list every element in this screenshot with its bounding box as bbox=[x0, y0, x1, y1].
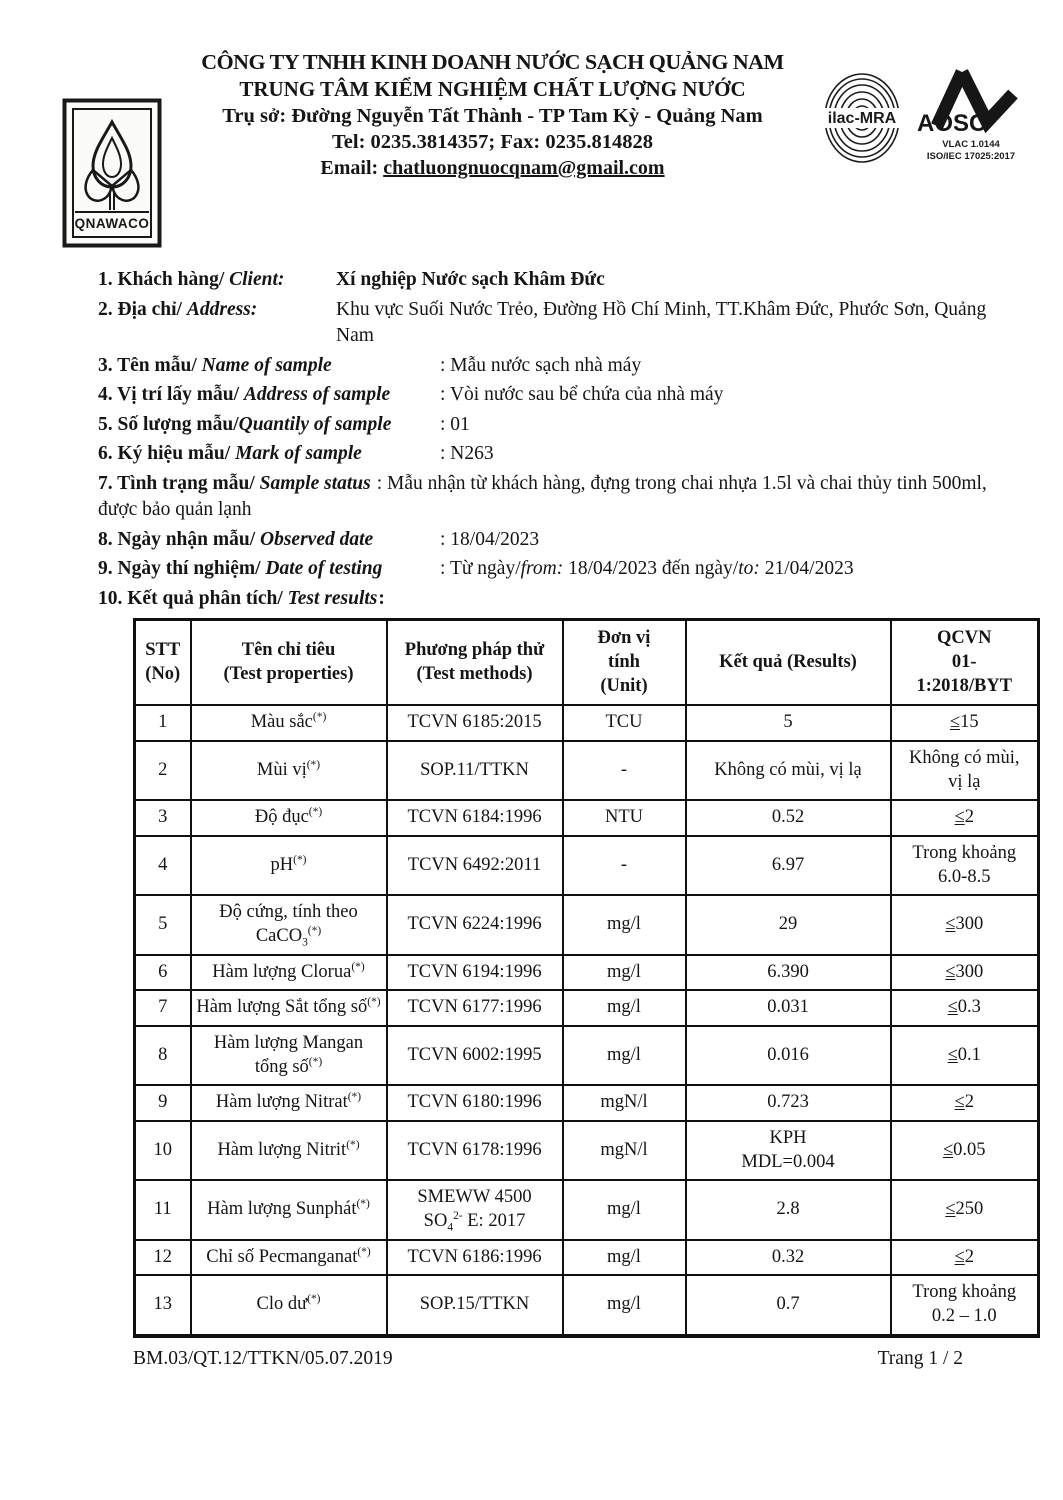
cell-method: SOP.15/TTKN bbox=[387, 1275, 563, 1335]
table-row bbox=[135, 1240, 1039, 1276]
center-name: TRUNG TÂM KIỂM NGHIỆM CHẤT LƯỢNG NƯỚC bbox=[239, 77, 746, 101]
cell-limit: ≤250 bbox=[891, 1180, 1039, 1239]
cell-method: TCVN 6492:2011 bbox=[387, 836, 563, 895]
tel-fax-line: Tel: 0235.3814357; Fax: 0235.814828 bbox=[332, 131, 653, 153]
cell-result: 2.8 bbox=[686, 1180, 891, 1239]
info-item bbox=[98, 527, 1003, 554]
info-label: 10. Kết quả phân tích/ Test results bbox=[98, 587, 378, 609]
table-row bbox=[135, 1180, 1039, 1239]
cell-unit: mg/l bbox=[563, 955, 686, 991]
company-name: CÔNG TY TNHH KINH DOANH NƯỚC SẠCH QUẢNG NAM bbox=[201, 50, 784, 74]
table-header-row bbox=[135, 620, 1039, 706]
page-number: Trang 1 / 2 bbox=[877, 1347, 963, 1369]
cell-name: Độ đục(*) bbox=[191, 800, 387, 836]
cell-limit: ≤15 bbox=[891, 705, 1039, 741]
cell-method: TCVN 6185:2015 bbox=[387, 705, 563, 741]
cell-no: 2 bbox=[135, 741, 191, 800]
cell-result: 0.52 bbox=[686, 800, 891, 836]
aosc-cert-line-1: VLAC 1.0144 bbox=[942, 139, 1000, 150]
cell-unit: mg/l bbox=[563, 1026, 686, 1085]
cell-method: TCVN 6186:1996 bbox=[387, 1240, 563, 1276]
info-value: Khu vực Suối Nước Trẻo, Đường Hồ Chí Minh, TT.Khâm Đức, Phước Sơn, Quảng Nam bbox=[336, 298, 987, 347]
info-value: : Từ ngày/from: 18/04/2023 đến ngày/to: 21/04/2023 bbox=[440, 558, 854, 580]
table-row bbox=[135, 836, 1039, 895]
table-row bbox=[135, 1121, 1039, 1180]
water-drop-stamp-icon bbox=[62, 98, 162, 248]
cell-unit: - bbox=[563, 741, 686, 800]
cell-method: TCVN 6184:1996 bbox=[387, 800, 563, 836]
cell-limit: ≤2 bbox=[891, 1240, 1039, 1276]
info-item bbox=[98, 267, 1003, 294]
table-header-cell: QCVN 01- 1:2018/BYT bbox=[891, 620, 1039, 706]
cell-name: Hàm lượng Clorua(*) bbox=[191, 955, 387, 991]
cell-no: 11 bbox=[135, 1180, 191, 1239]
cell-unit: mgN/l bbox=[563, 1121, 686, 1180]
cell-limit: ≤300 bbox=[891, 895, 1039, 954]
cell-name: Hàm lượng Sắt tổng số(*) bbox=[191, 990, 387, 1026]
info-label: 2. Địa chỉ/ Address: bbox=[98, 298, 258, 320]
cell-unit: mg/l bbox=[563, 990, 686, 1026]
cell-name: Hàm lượng Nitrat(*) bbox=[191, 1085, 387, 1121]
aosc-cert-line-2: ISO/IEC 17025:2017 bbox=[926, 150, 1016, 162]
letterhead-text bbox=[162, 50, 823, 180]
cell-unit: mg/l bbox=[563, 1180, 686, 1239]
table-row bbox=[135, 741, 1039, 800]
cell-no: 13 bbox=[135, 1275, 191, 1335]
cell-result: 0.32 bbox=[686, 1240, 891, 1276]
cell-name: Hàm lượng Mangan tổng số(*) bbox=[191, 1026, 387, 1085]
info-value: : bbox=[378, 587, 385, 609]
cell-method: TCVN 6002:1995 bbox=[387, 1026, 563, 1085]
sample-info-list bbox=[98, 267, 1003, 612]
cell-result: 6.390 bbox=[686, 955, 891, 991]
cell-name: Màu sắc(*) bbox=[191, 705, 387, 741]
cell-limit: ≤0.1 bbox=[891, 1026, 1039, 1085]
table-header-cell: Kết quả (Results) bbox=[686, 620, 891, 706]
cell-unit: - bbox=[563, 836, 686, 895]
table-row bbox=[135, 990, 1039, 1026]
table-row bbox=[135, 1275, 1039, 1335]
cell-method: TCVN 6224:1996 bbox=[387, 895, 563, 954]
cell-limit: Trong khoảng 6.0-8.5 bbox=[891, 836, 1039, 895]
ilac-mra-logo bbox=[823, 64, 901, 169]
info-item bbox=[98, 412, 1003, 439]
cell-result: 5 bbox=[686, 705, 891, 741]
cell-result: 0.7 bbox=[686, 1275, 891, 1335]
cell-result: Không có mùi, vị lạ bbox=[686, 741, 891, 800]
info-item bbox=[98, 297, 1003, 350]
table-header-cell: Tên chỉ tiêu (Test properties) bbox=[191, 620, 387, 706]
cell-method: TCVN 6178:1996 bbox=[387, 1121, 563, 1180]
cell-name: Clo dư(*) bbox=[191, 1275, 387, 1335]
ilac-mra-label: ilac-MRA bbox=[827, 110, 897, 127]
results-table bbox=[133, 618, 1040, 1337]
cell-unit: mg/l bbox=[563, 1240, 686, 1276]
cell-unit: NTU bbox=[563, 800, 686, 836]
info-item bbox=[98, 556, 1003, 583]
certification-logos bbox=[823, 50, 1041, 169]
table-header-cell: Đơn vị tính (Unit) bbox=[563, 620, 686, 706]
table-header-cell: STT (No) bbox=[135, 620, 191, 706]
info-label: 5. Số lượng mẫu/Quantily of sample bbox=[98, 413, 392, 435]
cell-unit: TCU bbox=[563, 705, 686, 741]
stamp-label: QNAWACO bbox=[74, 216, 150, 231]
cell-no: 7 bbox=[135, 990, 191, 1026]
cell-limit: ≤0.3 bbox=[891, 990, 1039, 1026]
info-value: : 18/04/2023 bbox=[440, 528, 540, 550]
letterhead bbox=[0, 50, 1063, 253]
cell-result: 0.031 bbox=[686, 990, 891, 1026]
table-row bbox=[135, 800, 1039, 836]
cell-limit: ≤300 bbox=[891, 955, 1039, 991]
cell-result: 0.016 bbox=[686, 1026, 891, 1085]
address-line: Trụ sở: Đường Nguyễn Tất Thành - TP Tam Kỳ - Quảng Nam bbox=[222, 105, 763, 127]
aosc-logo bbox=[911, 64, 1031, 169]
cell-result: 29 bbox=[686, 895, 891, 954]
cell-limit: Trong khoảng 0.2 – 1.0 bbox=[891, 1275, 1039, 1335]
cell-limit: Không có mùi, vị lạ bbox=[891, 741, 1039, 800]
cell-limit: ≤2 bbox=[891, 800, 1039, 836]
info-label: 6. Ký hiệu mẫu/ Mark of sample bbox=[98, 443, 362, 465]
info-label: 9. Ngày thí nghiệm/ Date of testing bbox=[98, 558, 383, 580]
email-address: chatluongnuocqnam@gmail.com bbox=[383, 157, 665, 179]
info-value: : Mẫu nhận từ khách hàng, đựng trong chai nhựa 1.5l và chai thủy tinh 500ml, được bảo quản lạnh bbox=[98, 472, 987, 521]
info-item bbox=[98, 586, 1003, 613]
table-row bbox=[135, 955, 1039, 991]
cell-result: 0.723 bbox=[686, 1085, 891, 1121]
table-row bbox=[135, 895, 1039, 954]
cell-unit: mgN/l bbox=[563, 1085, 686, 1121]
cell-limit: ≤0.05 bbox=[891, 1121, 1039, 1180]
cell-no: 12 bbox=[135, 1240, 191, 1276]
cell-method: TCVN 6180:1996 bbox=[387, 1085, 563, 1121]
cell-method: TCVN 6177:1996 bbox=[387, 990, 563, 1026]
info-label: 7. Tình trạng mẫu/ Sample status bbox=[98, 472, 371, 494]
cell-no: 10 bbox=[135, 1121, 191, 1180]
cell-unit: mg/l bbox=[563, 1275, 686, 1335]
cell-result: KPH MDL=0.004 bbox=[686, 1121, 891, 1180]
cell-no: 1 bbox=[135, 705, 191, 741]
cell-method: SMEWW 4500 $SO_4^{2-}$ E: 2017 bbox=[387, 1180, 563, 1239]
cell-method: SOP.11/TTKN bbox=[387, 741, 563, 800]
cell-limit: ≤2 bbox=[891, 1085, 1039, 1121]
info-label: 1. Khách hàng/ Client: bbox=[98, 269, 285, 290]
info-item bbox=[98, 441, 1003, 468]
info-label: 3. Tên mẫu/ Name of sample bbox=[98, 354, 332, 376]
table-row bbox=[135, 1085, 1039, 1121]
info-item bbox=[98, 353, 1003, 380]
aosc-label: AOSC bbox=[917, 110, 987, 134]
cell-no: 5 bbox=[135, 895, 191, 954]
cell-name: Chỉ số Pecmanganat(*) bbox=[191, 1240, 387, 1276]
cell-name: pH(*) bbox=[191, 836, 387, 895]
info-value: : N263 bbox=[440, 443, 494, 465]
cell-name: Độ cứng, tính theo CaCO$_3$(*) bbox=[191, 895, 387, 954]
email-line bbox=[166, 157, 819, 180]
cell-result: 6.97 bbox=[686, 836, 891, 895]
table-header-cell: Phương pháp thử (Test methods) bbox=[387, 620, 563, 706]
info-item bbox=[98, 471, 1003, 524]
cell-method: TCVN 6194:1996 bbox=[387, 955, 563, 991]
cell-no: 9 bbox=[135, 1085, 191, 1121]
cell-name: Hàm lượng Sunphát(*) bbox=[191, 1180, 387, 1239]
ilac-mra-icon bbox=[823, 72, 901, 164]
cell-name: Mùi vị(*) bbox=[191, 741, 387, 800]
page-footer bbox=[133, 1348, 963, 1370]
table-row bbox=[135, 1026, 1039, 1085]
info-value: : Vòi nước sau bể chứa của nhà máy bbox=[440, 384, 724, 406]
info-value: Xí nghiệp Nước sạch Khâm Đức bbox=[336, 269, 605, 290]
cell-name: Hàm lượng Nitrit(*) bbox=[191, 1121, 387, 1180]
cell-no: 6 bbox=[135, 955, 191, 991]
qnawaco-logo bbox=[62, 50, 162, 253]
cell-unit: mg/l bbox=[563, 895, 686, 954]
table-row bbox=[135, 705, 1039, 741]
info-value: : Mẫu nước sạch nhà máy bbox=[440, 354, 642, 376]
aosc-mountain-check-icon bbox=[915, 64, 1027, 134]
info-item bbox=[98, 382, 1003, 409]
cell-no: 4 bbox=[135, 836, 191, 895]
info-label: 4. Vị trí lấy mẫu/ Address of sample bbox=[98, 384, 391, 406]
cell-no: 8 bbox=[135, 1026, 191, 1085]
cell-no: 3 bbox=[135, 800, 191, 836]
info-label: 8. Ngày nhận mẫu/ Observed date bbox=[98, 528, 374, 550]
info-value: : 01 bbox=[440, 413, 470, 435]
form-code: BM.03/QT.12/TTKN/05.07.2019 bbox=[133, 1347, 393, 1369]
email-label: Email: bbox=[320, 157, 384, 179]
